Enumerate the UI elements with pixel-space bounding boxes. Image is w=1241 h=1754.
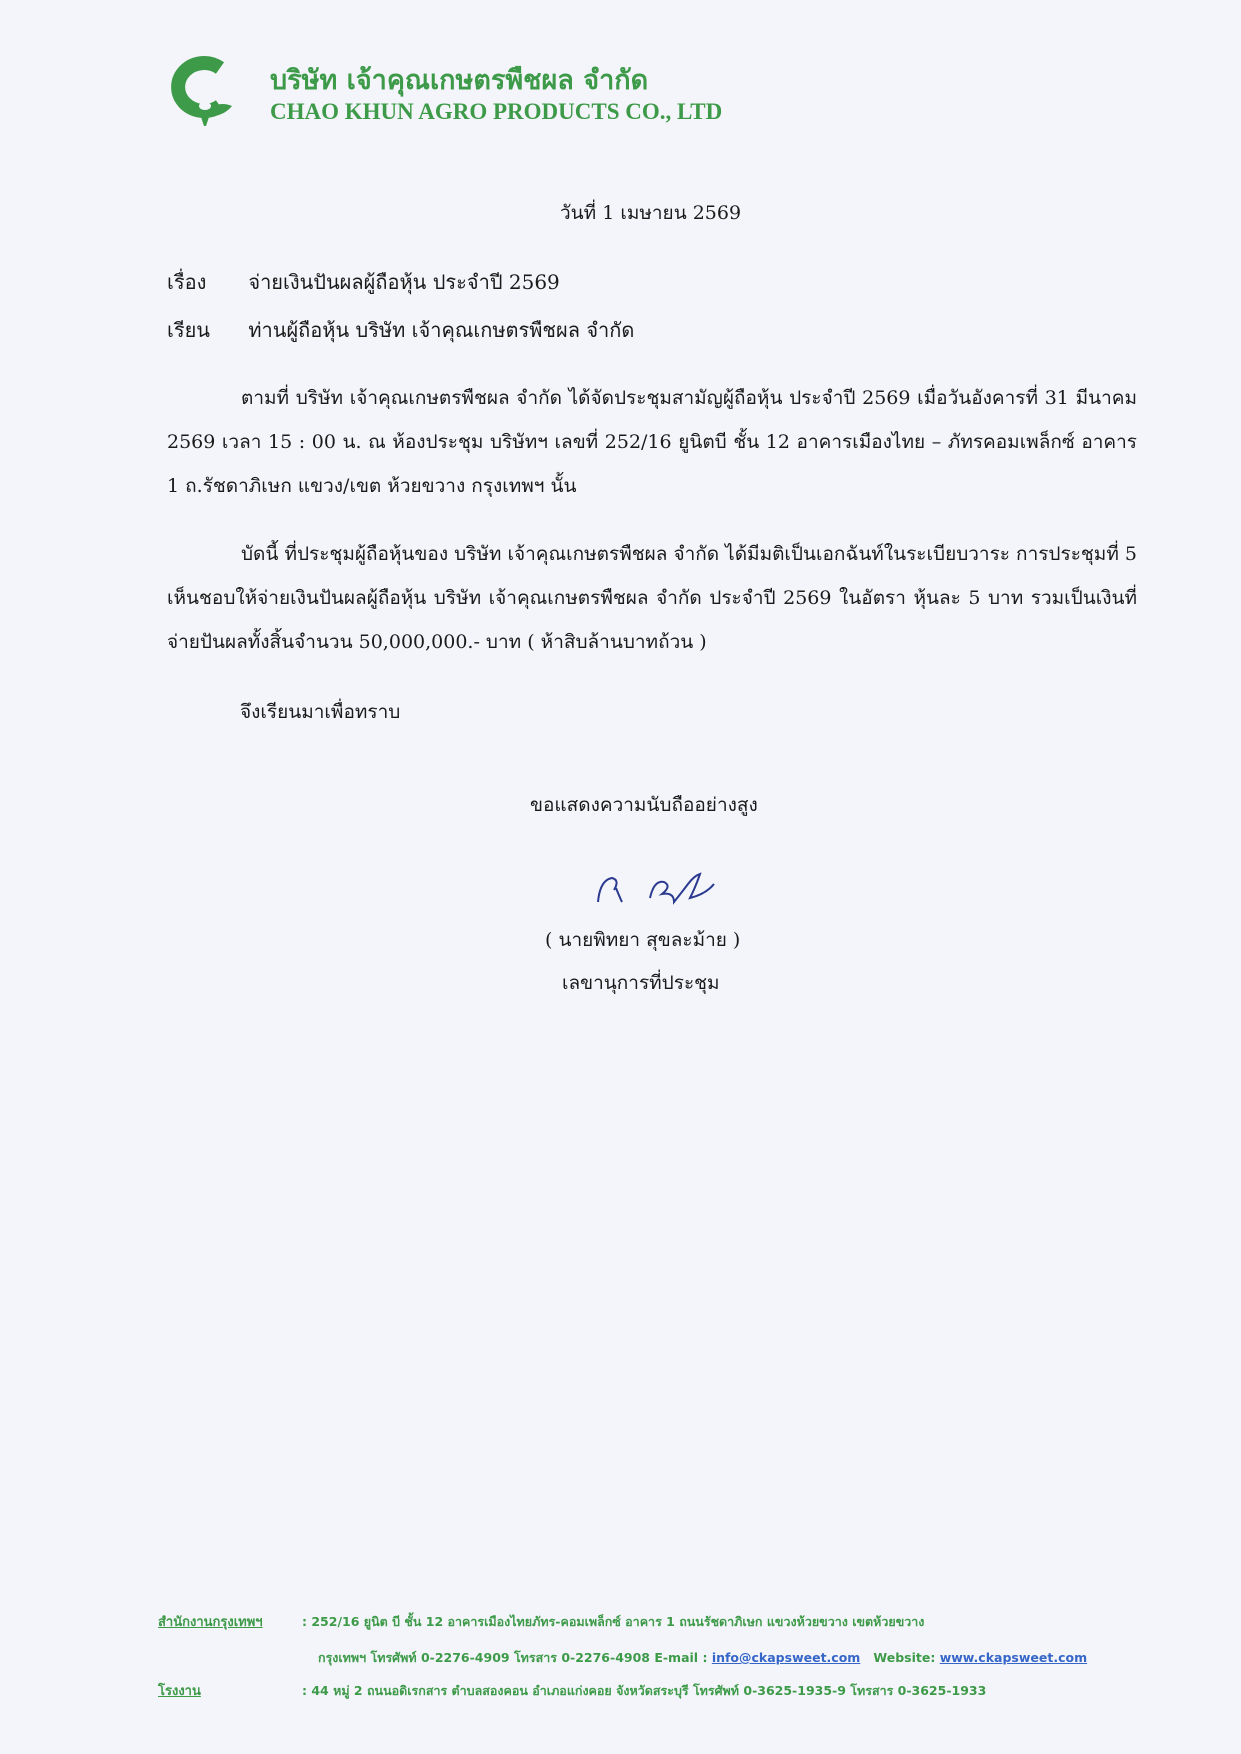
recipient-text: ท่านผู้ถือหุ้น บริษัท เจ้าคุณเกษตรพืชผล จำกัด bbox=[248, 318, 635, 342]
footer-website-label: Website: bbox=[873, 1650, 936, 1665]
regards-line: ขอแสดงความนับถืออย่างสูง bbox=[530, 794, 758, 816]
footer-office-line-1: : 252/16 ยูนิต บี ชั้น 12 อาคารเมืองไทยภัทร-คอมเพล็กซ์ อาคาร 1 ถนนรัชดาภิเษก แขวงห้วยขวาง เขตห้วยขวาง bbox=[302, 1614, 925, 1629]
recipient-row bbox=[167, 314, 634, 346]
letter-date: วันที่ 1 เมษายน 2569 bbox=[560, 202, 742, 224]
company-name-english: CHAO KHUN AGRO PRODUCTS CO., LTD bbox=[270, 99, 723, 124]
subject-label: เรื่อง bbox=[167, 270, 207, 294]
footer-factory-line: : 44 หมู่ 2 ถนนอดิเรกสาร ตำบลสองคอน อำเภอแก่งคอย จังหวัดสระบุรี โทรศัพท์ 0-3625-1935-9 โทรสาร 0-3625-1933 bbox=[302, 1683, 987, 1698]
subject-row bbox=[167, 266, 560, 298]
footer-office-label: สำนักงานกรุงเทพฯ bbox=[158, 1615, 263, 1630]
body-paragraph-1: ตามที่ บริษัท เจ้าคุณเกษตรพืชผล จำกัด ได้จัดประชุมสามัญผู้ถือหุ้น ประจำปี 2569 เมื่อวันอังคารที่ 31 มีนาคม 2569 เวลา 15 : 00 น. ณ ห้องประชุม บริษัทฯ เลขที่ 252/16 ยูนิตบี ชั้น 12 อาคารเมืองไทย – ภัทรคอมเพล็กซ์ อาคาร 1 ถ.รัชดาภิเษก แขวง/เขต ห้วยขวาง กรุงเทพฯ นั้น bbox=[167, 387, 1137, 497]
recipient-label: เรียน bbox=[167, 318, 210, 342]
handwritten-signature bbox=[590, 862, 740, 912]
subject-text: จ่ายเงินปันผลผู้ถือหุ้น ประจำปี 2569 bbox=[248, 270, 560, 294]
signer-position: เลขานุการที่ประชุม bbox=[562, 972, 720, 994]
footer-contact-text: กรุงเทพฯ โทรศัพท์ 0-2276-4909 โทรสาร 0-2276-4908 E-mail : bbox=[318, 1650, 708, 1665]
company-name-thai: บริษัท เจ้าคุณเกษตรพืชผล จำกัด bbox=[270, 65, 649, 96]
company-logo-icon bbox=[170, 54, 240, 130]
closing-line: จึงเรียนมาเพื่อทราบ bbox=[240, 701, 401, 723]
footer-website-link[interactable]: www.ckapsweet.com bbox=[939, 1650, 1088, 1665]
footer-office-line-2 bbox=[318, 1648, 1087, 1668]
signer-name: ( นายพิทยา สุขละม้าย ) bbox=[545, 929, 741, 951]
footer-email-link[interactable]: info@ckapsweet.com bbox=[711, 1650, 861, 1665]
body-paragraph-2: บัดนี้ ที่ประชุมผู้ถือหุ้นของ บริษัท เจ้าคุณเกษตรพืชผล จำกัด ได้มีมติเป็นเอกฉันท์ในระเบียบวาระ การประชุมที่ 5 เห็นชอบให้จ่ายเงินปันผลผู้ถือหุ้น บริษัท เจ้าคุณเกษตรพืชผล จำกัด ประจำปี 2569 ในอัตรา หุ้นละ 5 บาท รวมเป็นเงินที่จ่ายปันผลทั้งสิ้นจำนวน 50,000,000.- บาท ( ห้าสิบล้านบาทถ้วน ) bbox=[167, 543, 1137, 653]
footer-factory-label: โรงงาน bbox=[158, 1684, 201, 1699]
